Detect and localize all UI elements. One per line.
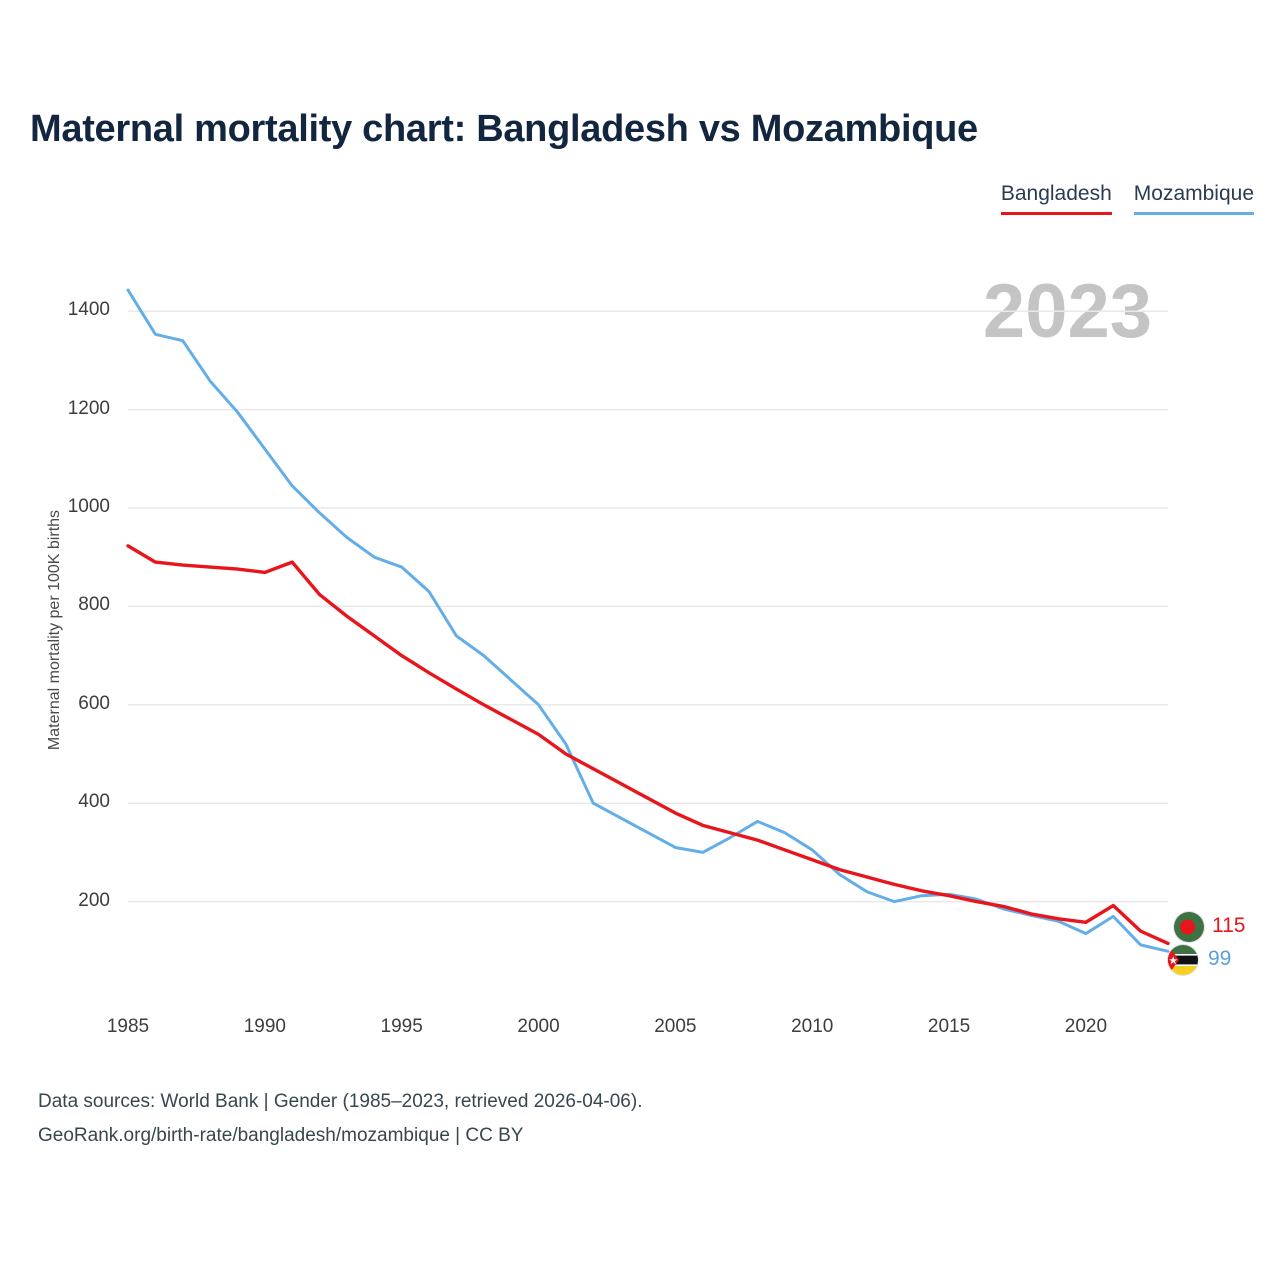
legend-item-bangladesh[interactable]: Bangladesh (1001, 182, 1112, 215)
legend-item-mozambique[interactable]: Mozambique (1134, 182, 1254, 215)
y-tick-label: 1200 (67, 397, 110, 419)
series-line-mozambique (128, 290, 1168, 951)
endpoint-label-bangladesh: 115 (1212, 914, 1246, 937)
x-tick-label: 2020 (1064, 1016, 1108, 1037)
series-line-bangladesh (128, 546, 1168, 944)
y-axis-title-text: Maternal mortality per 100K births (46, 509, 63, 751)
bangladesh-flag-icon (1174, 912, 1204, 942)
y-tick-label: 1000 (67, 496, 110, 517)
y-tick-label: 800 (78, 594, 110, 616)
mozambique-flag-svg (1168, 945, 1198, 975)
x-tick-label: 1985 (106, 1016, 150, 1037)
x-tick-label: 2000 (517, 1016, 560, 1037)
endpoint-label-mozambique: 99 (1208, 947, 1232, 970)
year-watermark: 2023 (982, 269, 1152, 354)
x-tick-label: 2005 (654, 1016, 697, 1037)
y-tick-label: 1400 (67, 299, 110, 321)
bangladesh-flag-svg (1174, 912, 1204, 942)
page-title: Maternal mortality chart: Bangladesh vs Mozambique (30, 108, 978, 150)
mozambique-flag-icon (1168, 945, 1198, 975)
footer-data-source: Data sources: World Bank | Gender (1985–2023, retrieved 2026-04-06). (38, 1091, 643, 1112)
footer-attribution: GeoRank.org/birth-rate/bangladesh/mozambique | CC BY (38, 1125, 524, 1146)
y-tick-label: 200 (78, 889, 110, 911)
x-tick-label: 2010 (791, 1016, 834, 1037)
x-tick-label: 2015 (927, 1016, 971, 1037)
y-tick-label: 400 (78, 791, 110, 813)
gridlines (128, 311, 1168, 901)
footer (38, 1085, 642, 1153)
x-tick-label: 1990 (243, 1016, 286, 1037)
y-tick-label: 600 (78, 692, 110, 714)
x-tick-label: 1995 (380, 1016, 423, 1037)
